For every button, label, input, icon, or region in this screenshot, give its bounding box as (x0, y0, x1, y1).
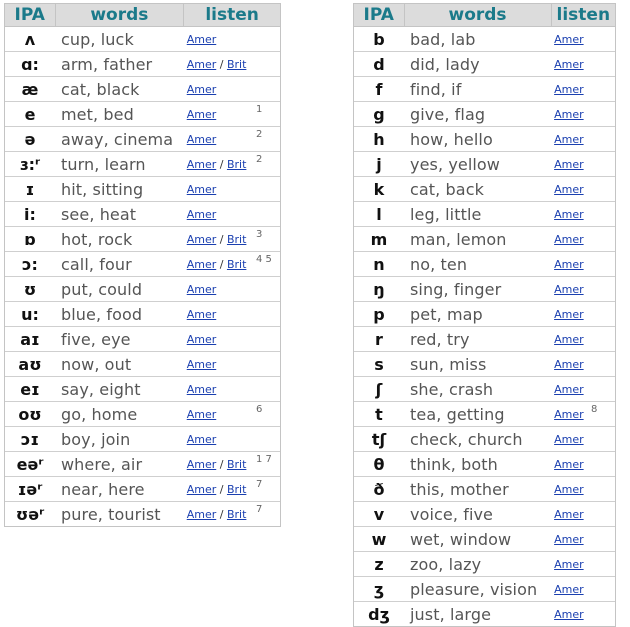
ipa-symbol: u: (5, 302, 56, 327)
ipa-symbol: ʊəʳ (5, 502, 56, 527)
footnote-ref (252, 302, 281, 327)
example-words: sing, finger (404, 277, 551, 302)
footnote-ref (587, 377, 616, 402)
listen-header: listen (551, 4, 615, 27)
ipa-symbol: θ (354, 452, 405, 477)
footnote-ref (252, 202, 281, 227)
listen-cell (551, 77, 587, 102)
example-words: put, could (55, 277, 184, 302)
ipa-symbol: eɪ (5, 377, 56, 402)
table-row (354, 52, 616, 77)
ipa-symbol: eəʳ (5, 452, 56, 477)
footnote-ref (587, 77, 616, 102)
footnote-ref (587, 27, 616, 52)
listen-cell (551, 602, 587, 627)
ipa-symbol: dʒ (354, 602, 405, 627)
ipa-symbol: t (354, 402, 405, 427)
example-words: think, both (404, 452, 551, 477)
amer-audio-link[interactable]: Amer (554, 607, 584, 621)
ipa-symbol: ʃ (354, 377, 405, 402)
table-row (5, 327, 281, 352)
listen-cell (184, 452, 252, 477)
amer-audio-link[interactable]: Amer (554, 182, 584, 196)
ipa-symbol: f (354, 77, 405, 102)
words-header: words (55, 4, 184, 27)
listen-cell (184, 227, 252, 252)
example-words: give, flag (404, 102, 551, 127)
ipa-symbol: tʃ (354, 427, 405, 452)
table-row (5, 477, 281, 502)
example-words: met, bed (55, 102, 184, 127)
table-row (354, 477, 616, 502)
table-row (354, 377, 616, 402)
example-words: man, lemon (404, 227, 551, 252)
example-words: cup, luck (55, 27, 184, 52)
amer-audio-link[interactable]: Amer (186, 332, 217, 346)
footnote-ref: 1 (252, 102, 281, 127)
amer-audio-link[interactable]: Amer (186, 357, 217, 371)
example-words: hot, rock (55, 227, 184, 252)
example-words: away, cinema (55, 127, 184, 152)
link-separator: / (216, 257, 227, 271)
listen-cell (184, 402, 252, 427)
footnote-ref (252, 27, 281, 52)
ipa-symbol: s (354, 352, 405, 377)
footnote-ref (252, 177, 281, 202)
amer-audio-link[interactable]: Amer (554, 82, 584, 96)
example-words: wet, window (404, 527, 551, 552)
listen-cell (184, 202, 252, 227)
table-row (354, 452, 616, 477)
brit-audio-link[interactable]: Brit (226, 232, 247, 246)
ipa-symbol: oʊ (5, 402, 56, 427)
example-words: check, church (404, 427, 551, 452)
amer-audio-link[interactable]: Amer (186, 307, 217, 321)
listen-cell (184, 27, 252, 52)
footnote-ref (587, 527, 616, 552)
listen-cell (184, 377, 252, 402)
amer-audio-link[interactable]: Amer (554, 557, 584, 571)
link-separator: / (216, 482, 227, 496)
table-row (354, 277, 616, 302)
listen-cell (551, 102, 587, 127)
footnote-ref (587, 502, 616, 527)
ipa-symbol: ə (5, 127, 56, 152)
table-row (5, 402, 281, 427)
listen-cell (184, 302, 252, 327)
link-separator: / (216, 507, 227, 521)
amer-audio-link[interactable]: Amer (554, 57, 584, 71)
listen-cell (184, 52, 252, 77)
amer-audio-link[interactable]: Amer (186, 457, 217, 471)
ipa-symbol: ɪəʳ (5, 477, 56, 502)
example-words: cat, black (55, 77, 184, 102)
listen-cell (551, 202, 587, 227)
footnote-ref (252, 277, 281, 302)
footnote-ref: 1 7 (252, 452, 281, 477)
listen-cell (551, 152, 587, 177)
table-row (354, 527, 616, 552)
footnote-ref (587, 252, 616, 277)
amer-audio-link[interactable]: Amer (186, 432, 217, 446)
table-row (5, 252, 281, 277)
example-words: where, air (55, 452, 184, 477)
footnote-ref: 2 (252, 127, 281, 152)
words-header: words (404, 4, 551, 27)
example-words: yes, yellow (404, 152, 551, 177)
example-words: leg, little (404, 202, 551, 227)
ipa-symbol: n (354, 252, 405, 277)
ipa-symbol: g (354, 102, 405, 127)
listen-cell (551, 577, 587, 602)
amer-audio-link[interactable]: Amer (554, 482, 584, 496)
listen-cell (551, 402, 587, 427)
listen-cell (184, 427, 252, 452)
amer-audio-link[interactable]: Amer (554, 332, 584, 346)
footnote-ref (252, 352, 281, 377)
ipa-symbol: ɑ: (5, 52, 56, 77)
listen-cell (551, 277, 587, 302)
amer-audio-link[interactable]: Amer (554, 357, 584, 371)
table-row (5, 377, 281, 402)
table-row (354, 177, 616, 202)
ipa-symbol: l (354, 202, 405, 227)
table-row (354, 27, 616, 52)
ipa-symbol: ŋ (354, 277, 405, 302)
consonants-header-row (354, 4, 616, 27)
table-row (354, 102, 616, 127)
example-words: see, heat (55, 202, 184, 227)
listen-cell (551, 527, 587, 552)
footnote-ref (587, 52, 616, 77)
listen-cell (551, 552, 587, 577)
amer-audio-link[interactable]: Amer (554, 432, 584, 446)
example-words: how, hello (404, 127, 551, 152)
example-words: find, if (404, 77, 551, 102)
table-row (354, 352, 616, 377)
ipa-symbol: b (354, 27, 405, 52)
brit-audio-link[interactable]: Brit (226, 157, 247, 171)
amer-audio-link[interactable]: Amer (186, 482, 217, 496)
ipa-symbol: k (354, 177, 405, 202)
footnote-ref (587, 477, 616, 502)
amer-audio-link[interactable]: Amer (554, 257, 584, 271)
amer-audio-link[interactable]: Amer (186, 107, 217, 121)
amer-audio-link[interactable]: Amer (554, 32, 584, 46)
ipa-symbol: ʌ (5, 27, 56, 52)
footnote-ref (587, 227, 616, 252)
footnote-ref (587, 427, 616, 452)
table-row (5, 427, 281, 452)
footnote-ref: 3 (252, 227, 281, 252)
table-row (5, 127, 281, 152)
consonants-body (354, 27, 616, 627)
ipa-header: IPA (354, 4, 405, 27)
example-words: near, here (55, 477, 184, 502)
example-words: boy, join (55, 427, 184, 452)
example-words: hit, sitting (55, 177, 184, 202)
listen-cell (551, 477, 587, 502)
ipa-symbol: ɜ:ʳ (5, 152, 56, 177)
listen-cell (551, 177, 587, 202)
listen-cell (184, 102, 252, 127)
amer-audio-link[interactable]: Amer (186, 132, 217, 146)
listen-cell (551, 227, 587, 252)
footnote-ref: 6 (252, 402, 281, 427)
footnote-ref: 8 (587, 402, 616, 427)
amer-audio-link[interactable]: Amer (554, 532, 584, 546)
listen-cell (551, 252, 587, 277)
amer-audio-link[interactable]: Amer (186, 232, 217, 246)
footnote-ref (587, 452, 616, 477)
example-words: now, out (55, 352, 184, 377)
ipa-symbol: ɔɪ (5, 427, 56, 452)
listen-cell (184, 477, 252, 502)
listen-cell (184, 327, 252, 352)
table-row (5, 227, 281, 252)
ipa-symbol: ð (354, 477, 405, 502)
amer-audio-link[interactable]: Amer (186, 282, 217, 296)
table-row (354, 152, 616, 177)
table-row (354, 427, 616, 452)
table-row (5, 52, 281, 77)
amer-audio-link[interactable]: Amer (186, 257, 217, 271)
footnote-ref: 7 (252, 502, 281, 527)
listen-cell (184, 77, 252, 102)
brit-audio-link[interactable]: Brit (226, 507, 247, 521)
table-row (354, 602, 616, 627)
table-row (5, 102, 281, 127)
footnote-ref (252, 327, 281, 352)
amer-audio-link[interactable]: Amer (554, 282, 584, 296)
footnote-ref: 7 (252, 477, 281, 502)
ipa-symbol: d (354, 52, 405, 77)
ipa-symbol: ʊ (5, 277, 56, 302)
link-separator: / (216, 457, 227, 471)
footnote-ref (587, 552, 616, 577)
amer-audio-link[interactable]: Amer (186, 507, 217, 521)
example-words: pet, map (404, 302, 551, 327)
table-row (354, 552, 616, 577)
amer-audio-link[interactable]: Amer (554, 207, 584, 221)
listen-cell (551, 452, 587, 477)
example-words: bad, lab (404, 27, 551, 52)
vowels-header-row (5, 4, 281, 27)
amer-audio-link[interactable]: Amer (186, 207, 217, 221)
amer-audio-link[interactable]: Amer (186, 157, 217, 171)
example-words: cat, back (404, 177, 551, 202)
table-row (5, 177, 281, 202)
example-words: this, mother (404, 477, 551, 502)
footnote-ref: 4 5 (252, 252, 281, 277)
brit-audio-link[interactable]: Brit (226, 57, 247, 71)
table-row (5, 302, 281, 327)
example-words: five, eye (55, 327, 184, 352)
listen-cell (184, 177, 252, 202)
footnote-ref (587, 202, 616, 227)
footnote-ref (252, 77, 281, 102)
example-words: go, home (55, 402, 184, 427)
example-words: red, try (404, 327, 551, 352)
ipa-symbol: æ (5, 77, 56, 102)
amer-audio-link[interactable]: Amer (186, 382, 217, 396)
amer-audio-link[interactable]: Amer (186, 182, 217, 196)
listen-cell (551, 127, 587, 152)
amer-audio-link[interactable]: Amer (554, 157, 584, 171)
example-words: call, four (55, 252, 184, 277)
brit-audio-link[interactable]: Brit (226, 457, 247, 471)
table-row (5, 27, 281, 52)
table-row (354, 202, 616, 227)
example-words: turn, learn (55, 152, 184, 177)
example-words: no, ten (404, 252, 551, 277)
table-row (354, 127, 616, 152)
listen-cell (551, 377, 587, 402)
brit-audio-link[interactable]: Brit (226, 482, 247, 496)
brit-audio-link[interactable]: Brit (226, 257, 247, 271)
amer-audio-link[interactable]: Amer (554, 582, 584, 596)
example-words: zoo, lazy (404, 552, 551, 577)
ipa-symbol: j (354, 152, 405, 177)
listen-cell (551, 427, 587, 452)
table-row (354, 577, 616, 602)
table-row (5, 152, 281, 177)
table-row (354, 402, 616, 427)
footnote-ref (587, 127, 616, 152)
ipa-symbol: v (354, 502, 405, 527)
ipa-symbol: ɔ: (5, 252, 56, 277)
listen-cell (184, 127, 252, 152)
footnote-ref (587, 152, 616, 177)
example-words: just, large (404, 602, 551, 627)
footnote-ref (587, 277, 616, 302)
amer-audio-link[interactable]: Amer (554, 382, 584, 396)
listen-cell (184, 277, 252, 302)
amer-audio-link[interactable]: Amer (554, 107, 584, 121)
table-row (5, 502, 281, 527)
ipa-symbol: aɪ (5, 327, 56, 352)
example-words: pure, tourist (55, 502, 184, 527)
amer-audio-link[interactable]: Amer (554, 132, 584, 146)
table-row (354, 327, 616, 352)
ipa-symbol: i: (5, 202, 56, 227)
vowels-table (4, 3, 281, 527)
listen-cell (551, 27, 587, 52)
ipa-symbol: p (354, 302, 405, 327)
footnote-ref (587, 602, 616, 627)
table-row (5, 277, 281, 302)
amer-audio-link[interactable]: Amer (554, 232, 584, 246)
footnote-ref (252, 52, 281, 77)
footnote-ref (252, 377, 281, 402)
ipa-symbol: r (354, 327, 405, 352)
footnote-ref: 2 (252, 152, 281, 177)
link-separator: / (216, 232, 227, 246)
ipa-symbol: m (354, 227, 405, 252)
example-words: did, lady (404, 52, 551, 77)
amer-audio-link[interactable]: Amer (186, 32, 217, 46)
ipa-symbol: z (354, 552, 405, 577)
table-row (5, 452, 281, 477)
listen-cell (184, 502, 252, 527)
listen-cell (184, 352, 252, 377)
ipa-symbol: h (354, 127, 405, 152)
listen-cell (184, 152, 252, 177)
listen-cell (551, 52, 587, 77)
ipa-symbol: ɪ (5, 177, 56, 202)
table-row (5, 352, 281, 377)
table-row (354, 77, 616, 102)
example-words: she, crash (404, 377, 551, 402)
footnote-ref (252, 427, 281, 452)
table-row (354, 502, 616, 527)
example-words: sun, miss (404, 352, 551, 377)
listen-cell (184, 252, 252, 277)
ipa-symbol: aʊ (5, 352, 56, 377)
footnote-ref (587, 352, 616, 377)
amer-audio-link[interactable]: Amer (186, 57, 217, 71)
listen-cell (551, 302, 587, 327)
footnote-ref (587, 102, 616, 127)
ipa-symbol: ʒ (354, 577, 405, 602)
example-words: tea, getting (404, 402, 551, 427)
table-row (354, 227, 616, 252)
listen-cell (551, 352, 587, 377)
amer-audio-link[interactable]: Amer (554, 507, 584, 521)
ipa-symbol: ɒ (5, 227, 56, 252)
consonants-table (353, 3, 616, 627)
footnote-ref (587, 327, 616, 352)
ipa-header: IPA (5, 4, 56, 27)
example-words: pleasure, vision (404, 577, 551, 602)
table-row (354, 252, 616, 277)
table-row (5, 202, 281, 227)
footnote-ref (587, 577, 616, 602)
amer-audio-link[interactable]: Amer (554, 457, 584, 471)
listen-header: listen (184, 4, 281, 27)
amer-audio-link[interactable]: Amer (186, 407, 217, 421)
ipa-symbol: e (5, 102, 56, 127)
table-row (354, 302, 616, 327)
vowels-body (5, 27, 281, 527)
example-words: arm, father (55, 52, 184, 77)
listen-cell (551, 502, 587, 527)
example-words: blue, food (55, 302, 184, 327)
footnote-ref (587, 302, 616, 327)
table-row (5, 77, 281, 102)
example-words: say, eight (55, 377, 184, 402)
example-words: voice, five (404, 502, 551, 527)
link-separator: / (216, 157, 227, 171)
ipa-symbol: w (354, 527, 405, 552)
footnote-ref (587, 177, 616, 202)
amer-audio-link[interactable]: Amer (554, 407, 584, 421)
amer-audio-link[interactable]: Amer (186, 82, 217, 96)
amer-audio-link[interactable]: Amer (554, 307, 584, 321)
listen-cell (551, 327, 587, 352)
link-separator: / (216, 57, 227, 71)
